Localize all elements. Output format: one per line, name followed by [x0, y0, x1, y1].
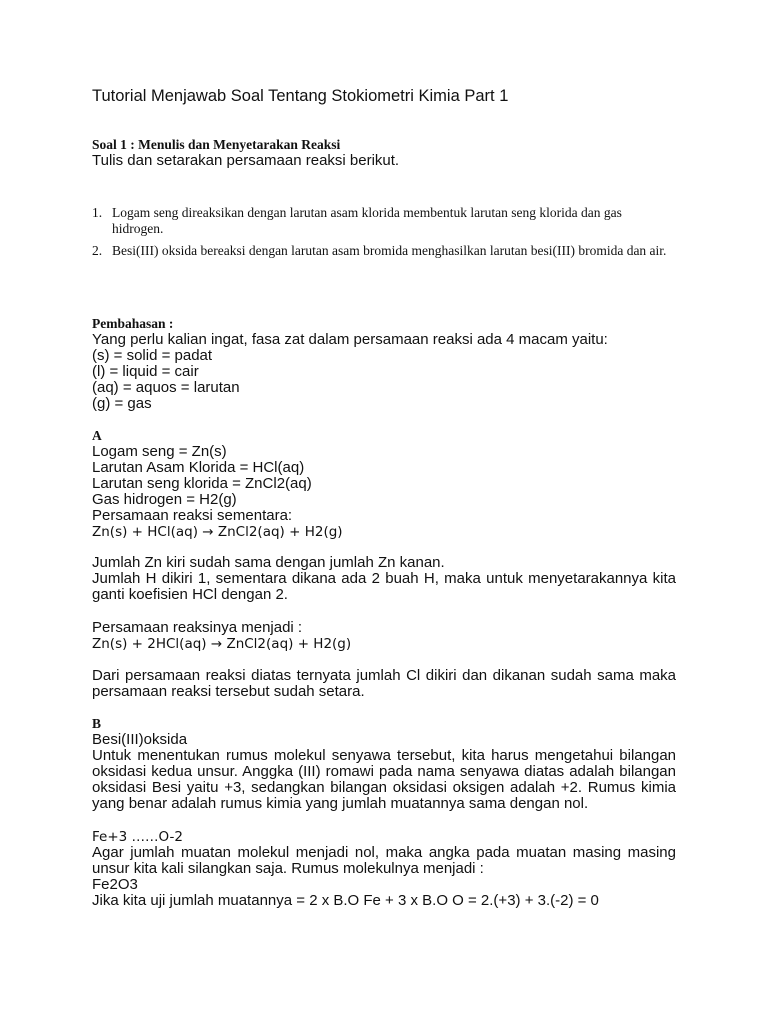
part-a-line: Persamaan reaksi sementara:: [92, 507, 293, 524]
result-label: Persamaan reaksinya menjadi :: [92, 619, 303, 636]
part-a-line: Gas hidrogen = H2(g): [92, 491, 237, 508]
list-item-text: Logam seng direaksikan dengan larutan asam klorida membentuk larutan seng klorida dan gas hidrogen.: [112, 205, 622, 236]
part-b-result: [92, 877, 676, 909]
part-a-para1: Jumlah Zn kiri sudah sama dengan jumlah Zn kanan.: [92, 554, 445, 571]
phase-item: (aq) = aquos = larutan: [92, 379, 240, 396]
phase-item: (g) = gas: [92, 395, 152, 412]
pembahasan-section: [92, 316, 676, 412]
document-title: Tutorial Menjawab Soal Tentang Stokiometri Kimia Part 1: [92, 87, 509, 105]
soal1-section: [92, 137, 676, 169]
soal1-instruction: Tulis dan setarakan persamaan reaksi berikut.: [92, 152, 400, 169]
part-b-section: [92, 716, 676, 748]
soal1-heading: Soal 1 : Menulis dan Menyetarakan Reaksi: [92, 137, 341, 152]
equation-temporary: Zn(s) + HCl(aq) → ZnCl2(aq) + H2(g): [92, 524, 343, 540]
pembahasan-heading: Pembahasan :: [92, 316, 174, 331]
part-a-label: A: [92, 428, 102, 443]
phase-item: (l) = liquid = cair: [92, 363, 199, 380]
list-item-text: Besi(III) oksida bereaksi dengan larutan asam bromida menghasilkan larutan besi(III) bromida dan air.: [112, 243, 667, 258]
part-a-conclusion: Dari persamaan reaksi diatas ternyata jumlah Cl dikiri dan dikanan sudah sama maka persamaan reaksi tersebut sudah setara.: [92, 667, 676, 700]
equation-final: Zn(s) + 2HCl(aq) → ZnCl2(aq) + H2(g): [92, 636, 352, 652]
part-a-result: [92, 620, 676, 652]
phase-item: (s) = solid = padat: [92, 347, 213, 364]
part-b-label: B: [92, 716, 102, 731]
part-b-charges: Fe+3 ……O-2: [92, 829, 183, 845]
part-b-formula: Fe2O3: [92, 876, 138, 893]
part-a-para2: Jumlah H dikiri 1, sementara dikana ada 2 buah H, maka untuk menyetarakannya kita ganti koefisien HCl dengan 2.: [92, 570, 676, 603]
part-b-para1: Untuk menentukan rumus molekul senyawa tersebut, kita harus mengetahui bilangan oksidasi kedua unsur. Anggka (III) romawi pada nama senyawa diatas adalah bilangan oksidasi Besi yaitu +3, sedangkan bilangan oksidasi oksigen adalah +2. Rumus kimia yang benar adalah rumus kimia yang jumlah muatannya sama dengan nol.: [92, 747, 676, 812]
part-a-section: [92, 428, 676, 540]
list-item: [92, 205, 676, 237]
part-b-compound: Besi(III)oksida: [92, 731, 188, 748]
part-b-para2: Agar jumlah muatan molekul menjadi nol, maka angka pada muatan masing masing unsur kita kali silangkan saja. Rumus molekulnya menjadi :: [92, 844, 676, 877]
list-item: [92, 243, 676, 259]
list-item-number: 1.: [92, 205, 103, 220]
part-b-check: Jika kita uji jumlah muatannya = 2 x B.O Fe + 3 x B.O O = 2.(+3) + 3.(-2) = 0: [92, 892, 599, 909]
part-a-line: Larutan seng klorida = ZnCl2(aq): [92, 475, 312, 492]
part-a-line: Larutan Asam Klorida = HCl(aq): [92, 459, 305, 476]
list-item-number: 2.: [92, 243, 103, 258]
pembahasan-intro: Yang perlu kalian ingat, fasa zat dalam persamaan reaksi ada 4 macam yaitu:: [92, 331, 608, 348]
part-a-line: Logam seng = Zn(s): [92, 443, 227, 460]
soal1-list: [92, 205, 676, 265]
